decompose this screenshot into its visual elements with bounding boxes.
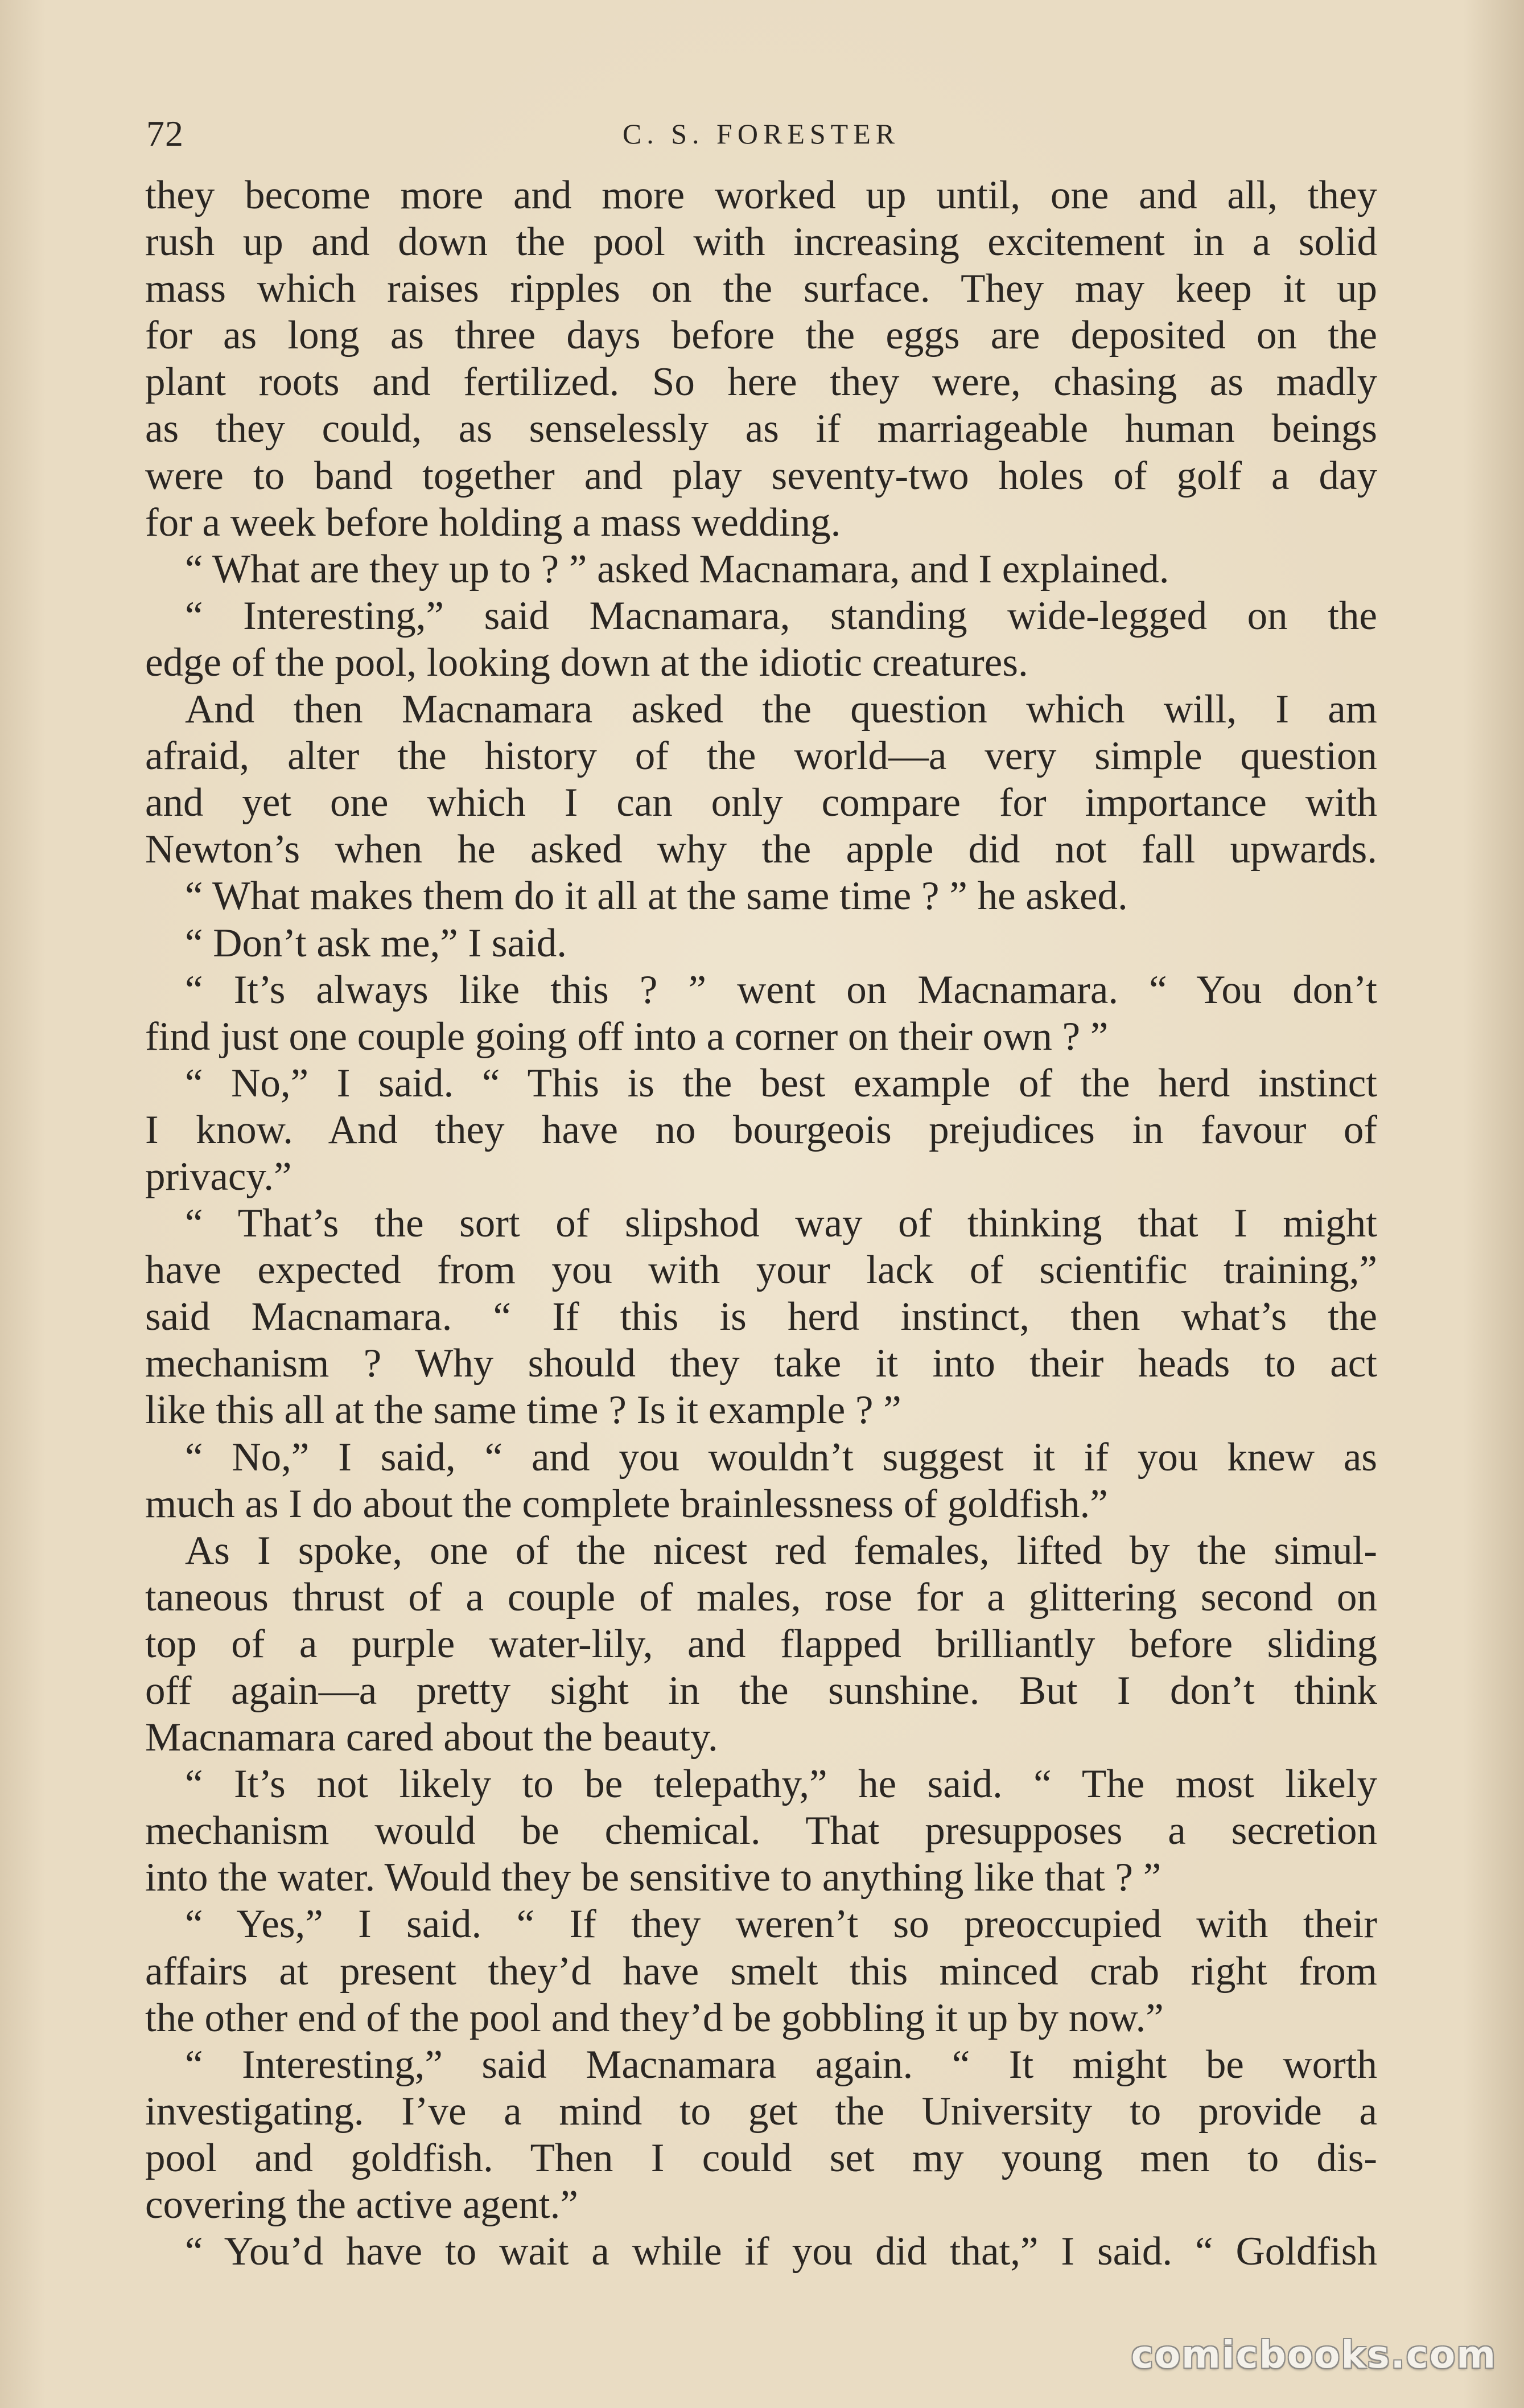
text-line: for a week before holding a mass wedding. (145, 500, 841, 545)
text-line: “ No,” I said, “ and you wouldn’t suggest it if you knew as (185, 1435, 1377, 1480)
text-line: have expected from you with your lack of scientific training,” (145, 1248, 1377, 1293)
text-line: said Macnamara. “ If this is herd instinct, then what’s the (145, 1295, 1377, 1339)
text-line: like this all at the same time ? Is it example ? ” (145, 1388, 901, 1433)
text-line: covering the active agent.” (145, 2183, 578, 2228)
text-line: Macnamara cared about the beauty. (145, 1715, 718, 1760)
text-line: “ Yes,” I said. “ If they weren’t so preoccupied with their (185, 1902, 1377, 1947)
text-line: mechanism ? Why should they take it into their heads to act (145, 1341, 1377, 1386)
body-text (145, 172, 1377, 2275)
text-line: and yet one which I can only compare for importance with (145, 780, 1377, 825)
text-line: I know. And they have no bourgeois prejudices in favour of (145, 1107, 1377, 1152)
text-line: “ It’s not likely to be telepathy,” he said. “ The most likely (185, 1762, 1377, 1807)
text-line: they become more and more worked up until, one and all, they (145, 173, 1377, 217)
text-line: As I spoke, one of the nicest red females, lifted by the simul- (185, 1528, 1377, 1573)
running-head (145, 108, 1377, 159)
text-line: privacy.” (145, 1154, 292, 1199)
text-line: edge of the pool, looking down at the idiotic creatures. (145, 640, 1028, 685)
text-line: investigating. I’ve a mind to get the University to provide a (145, 2089, 1377, 2134)
text-line: mechanism would be chemical. That presupposes a secretion (145, 1809, 1377, 1854)
text-line: pool and goldfish. Then I could set my young men to dis- (145, 2135, 1377, 2180)
text-line: “ Interesting,” said Macnamara, standing wide-legged on the (185, 593, 1377, 638)
text-line: the other end of the pool and they’d be gobbling it up by now.” (145, 1995, 1164, 2040)
text-line: “ You’d have to wait a while if you did that,” I said. “ Goldfish (185, 2229, 1377, 2274)
text-line: mass which raises ripples on the surface. They may keep it up (145, 266, 1377, 311)
watermark-logo: comicbooks.com (1131, 2333, 1497, 2377)
text-line: And then Macnamara asked the question which will, I am (185, 687, 1377, 732)
text-line: much as I do about the complete brainlessness of goldfish.” (145, 1481, 1108, 1526)
text-line: “ What are they up to ? ” asked Macnamara, and I explained. (185, 546, 1169, 591)
text-line: “ No,” I said. “ This is the best example of the herd instinct (185, 1061, 1377, 1106)
text-line: as they could, as senselessly as if marriageable human beings (145, 406, 1377, 451)
text-line: top of a purple water-lily, and flapped brilliantly before sliding (145, 1621, 1377, 1666)
text-line: affairs at present they’d have smelt this minced crab right from (145, 1949, 1377, 1994)
text-line: into the water. Would they be sensitive to anything like that ? ” (145, 1855, 1161, 1900)
text-line: were to band together and play seventy-two holes of golf a day (145, 453, 1377, 498)
text-line: “ Interesting,” said Macnamara again. “ It might be worth (185, 2042, 1377, 2087)
text-line: off again—a pretty sight in the sunshine. But I don’t think (145, 1669, 1377, 1713)
text-line: “ Don’t ask me,” I said. (185, 921, 567, 965)
text-line: Newton’s when he asked why the apple did not fall upwards. (145, 827, 1377, 872)
text-line: rush up and down the pool with increasing excitement in a solid (145, 220, 1377, 265)
text-line: “ It’s always like this ? ” went on Macnamara. “ You don’t (185, 967, 1377, 1012)
page-number: 72 (146, 113, 184, 154)
text-line: afraid, alter the history of the world—a very simple question (145, 734, 1377, 779)
text-line: “ What makes them do it all at the same time ? ” he asked. (185, 874, 1128, 919)
text-line: taneous thrust of a couple of males, rose for a glittering second on (145, 1575, 1377, 1620)
text-line: “ That’s the sort of slipshod way of thinking that I might (185, 1201, 1377, 1246)
text-line: for as long as three days before the eggs are deposited on the (145, 313, 1377, 358)
running-title: C. S. FORESTER (622, 118, 900, 150)
text-line: plant roots and fertilized. So here they were, chasing as madly (145, 360, 1377, 405)
text-line: find just one couple going off into a corner on their own ? ” (145, 1014, 1109, 1059)
